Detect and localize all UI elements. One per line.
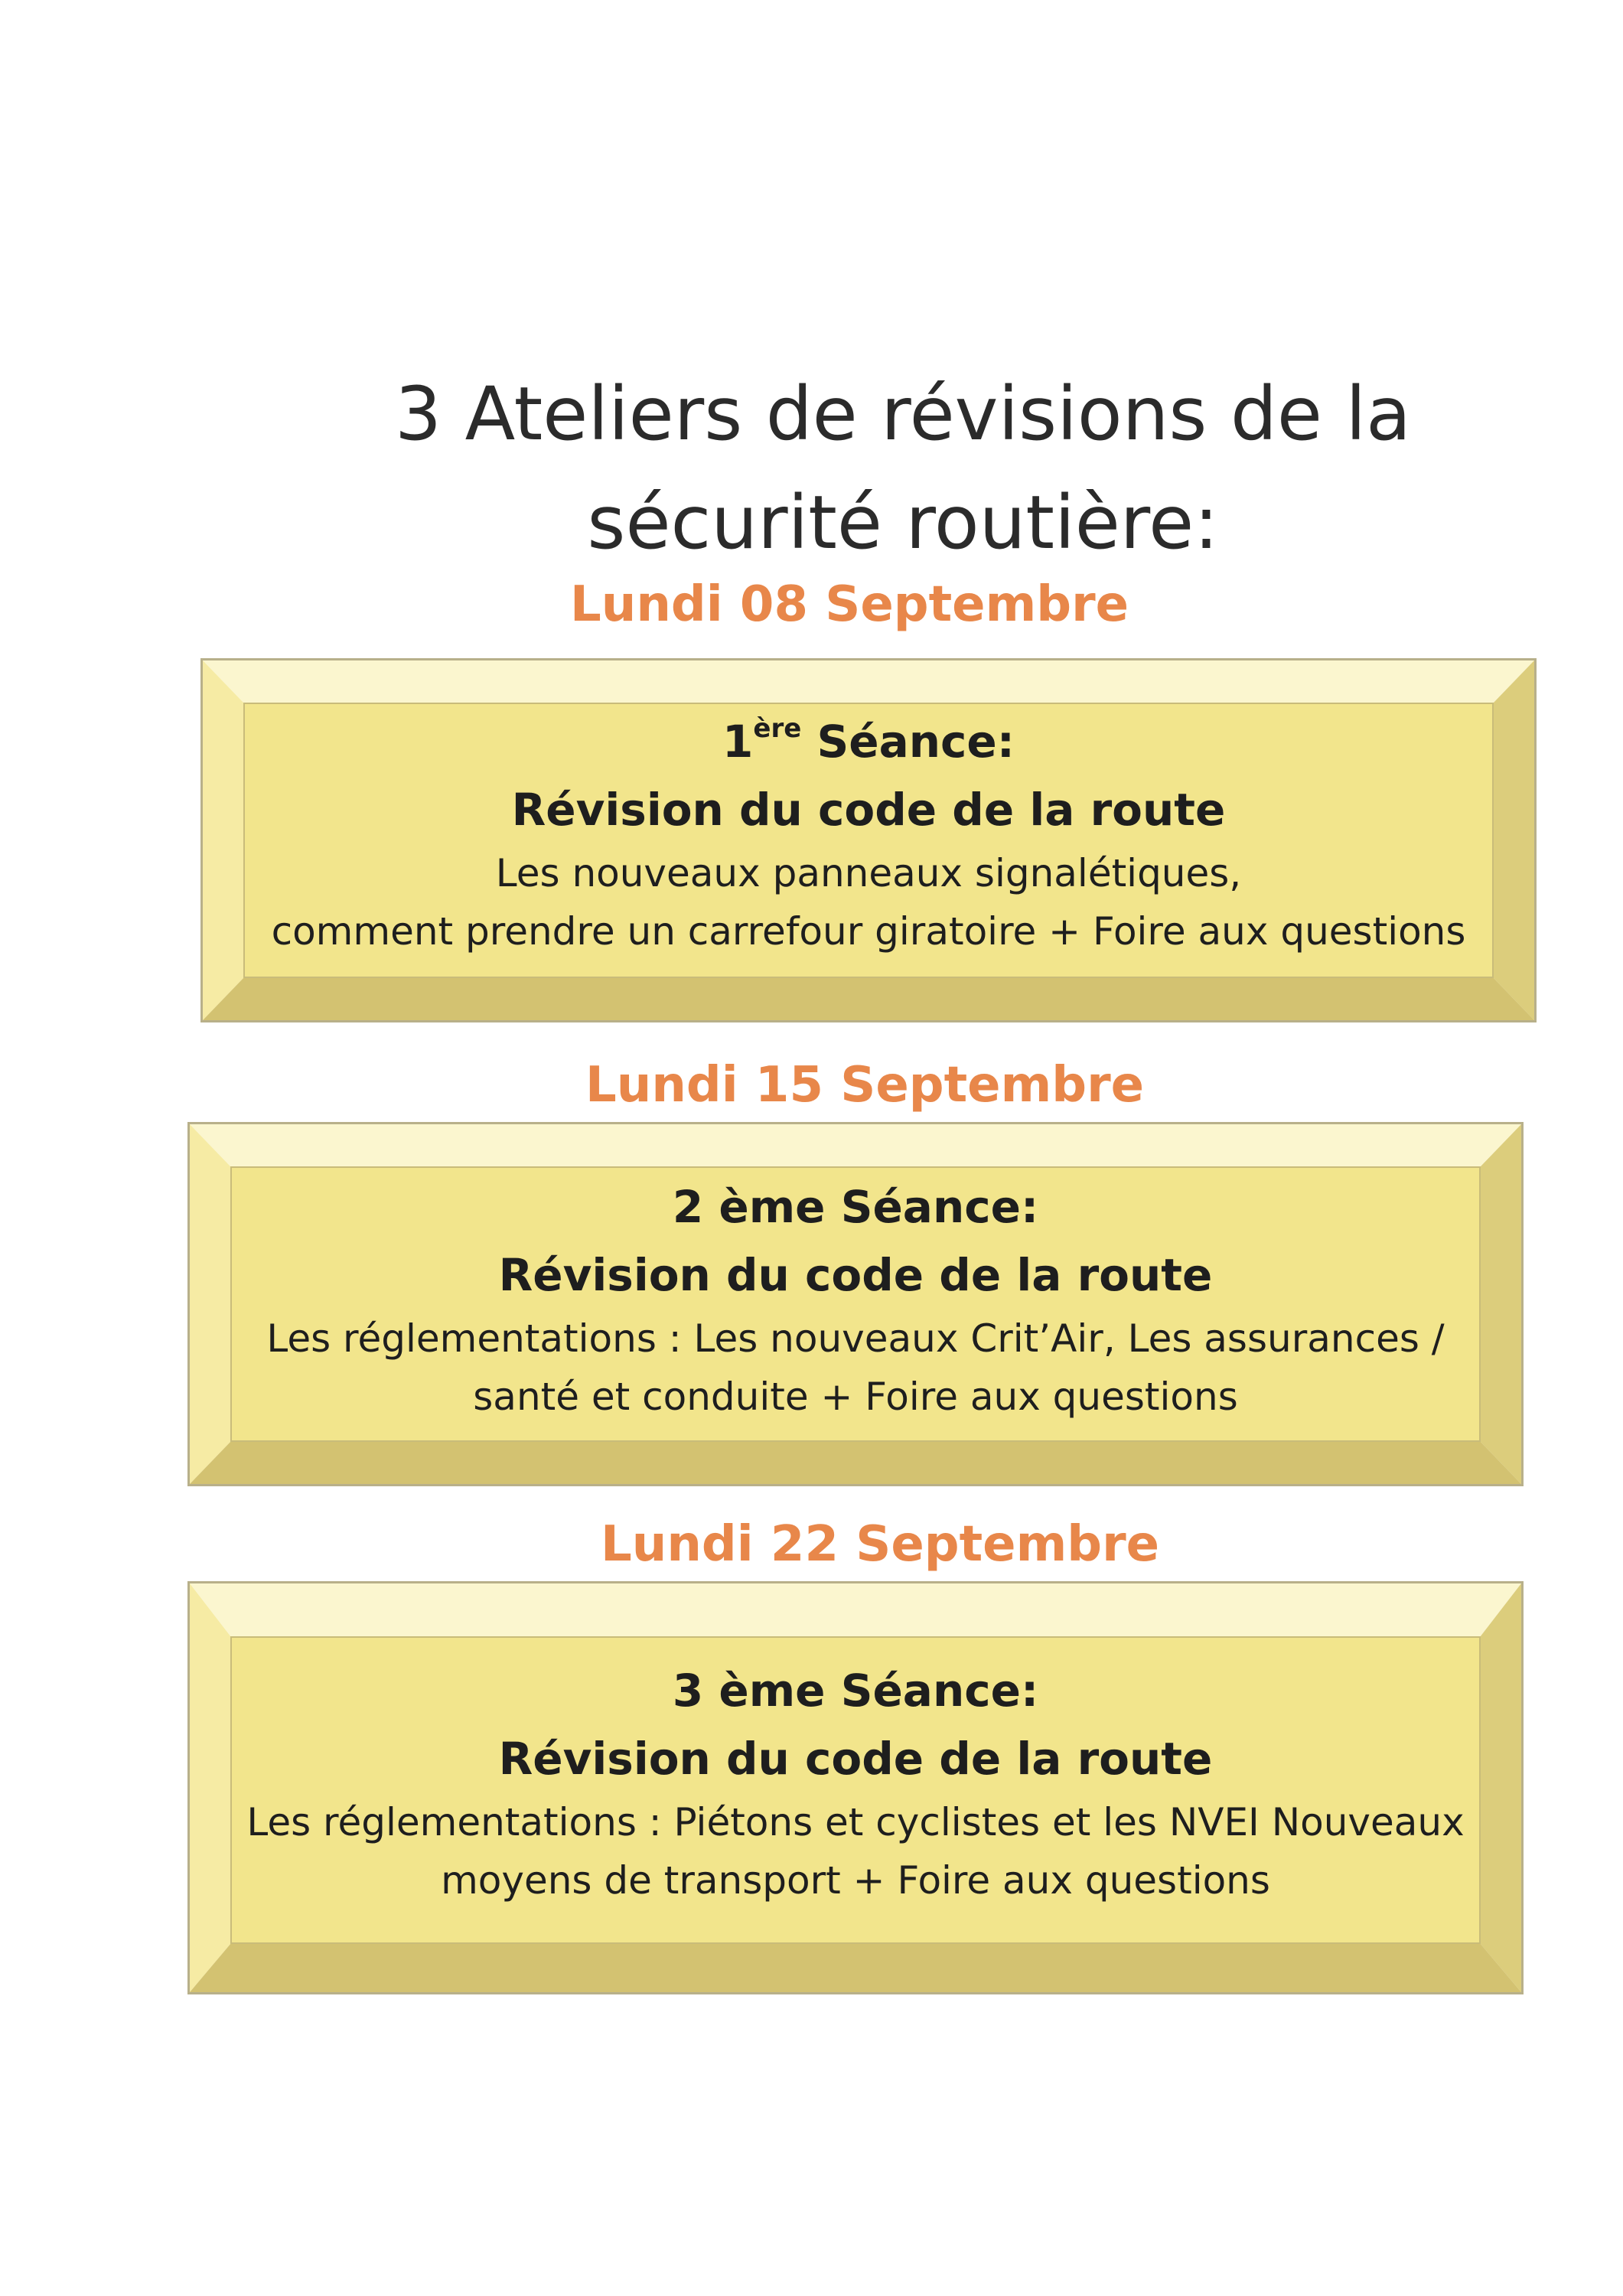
session-3-heading [190, 1657, 1521, 1724]
session-3-desc-line-2: moyens de transport + Foire aux questions [441, 1858, 1270, 1903]
session-3-subtitle: Révision du code de la route [498, 1733, 1213, 1785]
session-3-desc-line-1: Les réglementations : Piétons et cyclistes et les NVEI Nouveaux [246, 1800, 1465, 1844]
session-2-desc-line-2: santé et conduite + Foire aux questions [473, 1375, 1238, 1419]
title-line-1: 3 Ateliers de révisions de la [395, 371, 1411, 457]
session-2-panel [187, 1122, 1524, 1486]
session-2-desc-line-1: Les réglementations : Les nouveaux Crit’Air, Les assurances / [266, 1316, 1445, 1361]
session-1-number: 1 [722, 716, 754, 768]
session-1-date: Lundi 08 Septembre [569, 576, 1129, 633]
session-1-subtitle: Révision du code de la route [511, 784, 1226, 836]
session-2-heading [190, 1173, 1521, 1241]
session-3-heading-text: 3 ème Séance: [672, 1665, 1039, 1717]
session-1-desc-line-1: Les nouveaux panneaux signalétiques, [495, 851, 1242, 895]
session-2-heading-text: 2 ème Séance: [672, 1181, 1039, 1233]
session-1-heading [203, 708, 1534, 775]
session-1-panel [200, 658, 1537, 1022]
session-3-panel [187, 1581, 1524, 1994]
session-3-date: Lundi 22 Septembre [600, 1516, 1160, 1573]
session-2-date: Lundi 15 Septembre [585, 1057, 1145, 1114]
session-2-subtitle: Révision du code de la route [498, 1249, 1213, 1301]
session-1-heading-text: Séance: [801, 716, 1015, 768]
page-title [291, 360, 1515, 577]
title-line-2: sécurité routière: [587, 480, 1219, 566]
session-1-desc-line-2: comment prendre un carrefour giratoire + Foire aux questions [271, 909, 1466, 954]
session-1-superscript: ère [753, 713, 802, 744]
